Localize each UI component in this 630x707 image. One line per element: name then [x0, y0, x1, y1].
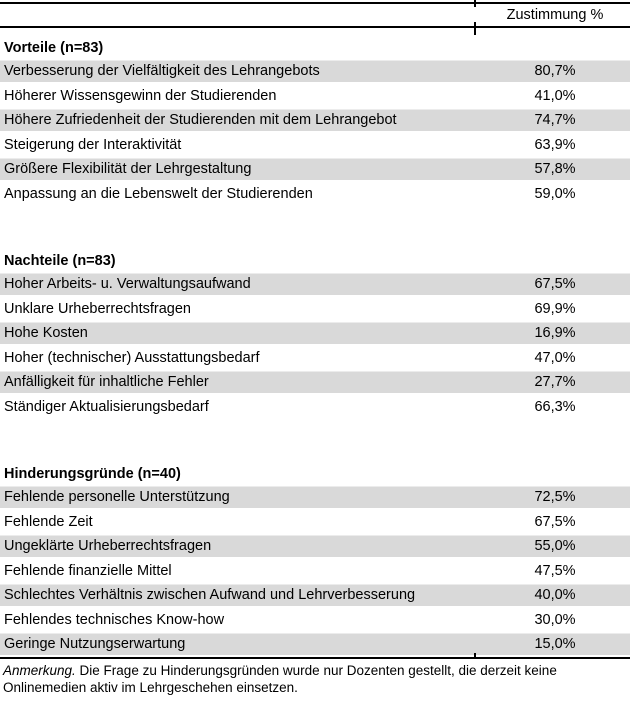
table-row	[0, 59, 630, 84]
table-row	[0, 182, 630, 207]
row-label: Fehlende finanzielle Mittel	[4, 562, 172, 579]
note-label: Anmerkung.	[3, 662, 76, 678]
table-row	[0, 632, 630, 657]
row-label: Fehlendes technisches Know-how	[4, 611, 225, 628]
table-row	[0, 395, 630, 420]
column-header-zustimmung: Zustimmung %	[506, 7, 604, 23]
section-header-nachteile: Nachteile (n=83)	[4, 253, 116, 269]
row-value: 66,3%	[534, 398, 576, 415]
row-label: Steigerung der Interaktivität	[4, 136, 182, 153]
row-label: Ungeklärte Urheberrechtsfragen	[4, 538, 212, 555]
section-header-hinderungsgruende: Hinderungsgründe (n=40)	[4, 466, 181, 482]
row-value: 59,0%	[534, 185, 576, 202]
section-header-vorteile: Vorteile (n=83)	[4, 40, 104, 56]
table-row	[0, 297, 630, 322]
row-label: Größere Flexibilität der Lehrgestaltung	[4, 161, 252, 178]
row-label: Höherer Wissensgewinn der Studierenden	[4, 87, 277, 104]
row-value: 74,7%	[534, 112, 576, 129]
row-label: Anfälligkeit für inhaltliche Fehler	[4, 374, 209, 391]
table-row	[0, 108, 630, 133]
row-value: 57,8%	[534, 161, 576, 178]
table-row	[0, 370, 630, 395]
row-value: 47,0%	[534, 349, 576, 366]
row-label: Geringe Nutzungserwartung	[4, 636, 186, 653]
row-value: 72,5%	[534, 489, 576, 506]
row-label: Unklare Urheberrechtsfragen	[4, 300, 191, 317]
table-row	[0, 346, 630, 371]
column-divider-tick-top	[474, 0, 476, 7]
row-label: Verbesserung der Vielfältigkeit des Lehrangebots	[4, 63, 320, 80]
row-value: 30,0%	[534, 611, 576, 628]
table-row	[0, 84, 630, 109]
row-label: Ständiger Aktualisierungsbedarf	[4, 398, 209, 415]
table-row	[0, 583, 630, 608]
row-label: Fehlende Zeit	[4, 513, 93, 530]
table-row	[0, 157, 630, 182]
table-bottom-rule	[0, 657, 630, 659]
row-value: 16,9%	[534, 325, 576, 342]
row-label: Anpassung an die Lebenswelt der Studierenden	[4, 185, 313, 202]
row-value: 69,9%	[534, 300, 576, 317]
row-value: 67,5%	[534, 513, 576, 530]
table-row	[0, 608, 630, 633]
row-label: Hoher (technischer) Ausstattungsbedarf	[4, 349, 260, 366]
table-row	[0, 559, 630, 584]
row-label: Fehlende personelle Unterstützung	[4, 489, 230, 506]
row-value: 15,0%	[534, 636, 576, 653]
row-value: 80,7%	[534, 63, 576, 80]
note-text: Die Frage zu Hinderungsgründen wurde nur Dozenten gestellt, die derzeit keine Onlinemedien aktiv im Lehrgeschehen einsetzen.	[3, 662, 557, 695]
row-value: 27,7%	[534, 374, 576, 391]
row-value: 41,0%	[534, 87, 576, 104]
row-label: Höhere Zufriedenheit der Studierenden mit dem Lehrangebot	[4, 112, 397, 129]
row-value: 67,5%	[534, 276, 576, 293]
column-divider-tick-footer	[474, 653, 476, 659]
row-label: Schlechtes Verhältnis zwischen Aufwand und Lehrverbesserung	[4, 587, 416, 604]
column-divider-tick-bottom	[474, 22, 476, 35]
table-row	[0, 272, 630, 297]
row-value: 47,5%	[534, 562, 576, 579]
table-row	[0, 534, 630, 559]
table-row	[0, 321, 630, 346]
row-label: Hoher Arbeits- u. Verwaltungsaufwand	[4, 276, 251, 293]
table-header-row	[0, 4, 630, 28]
row-value: 40,0%	[534, 587, 576, 604]
table-row	[0, 485, 630, 510]
table-note	[0, 659, 622, 697]
row-label: Hohe Kosten	[4, 325, 88, 342]
table-row	[0, 510, 630, 535]
row-value: 63,9%	[534, 136, 576, 153]
row-value: 55,0%	[534, 538, 576, 555]
table-row	[0, 133, 630, 158]
